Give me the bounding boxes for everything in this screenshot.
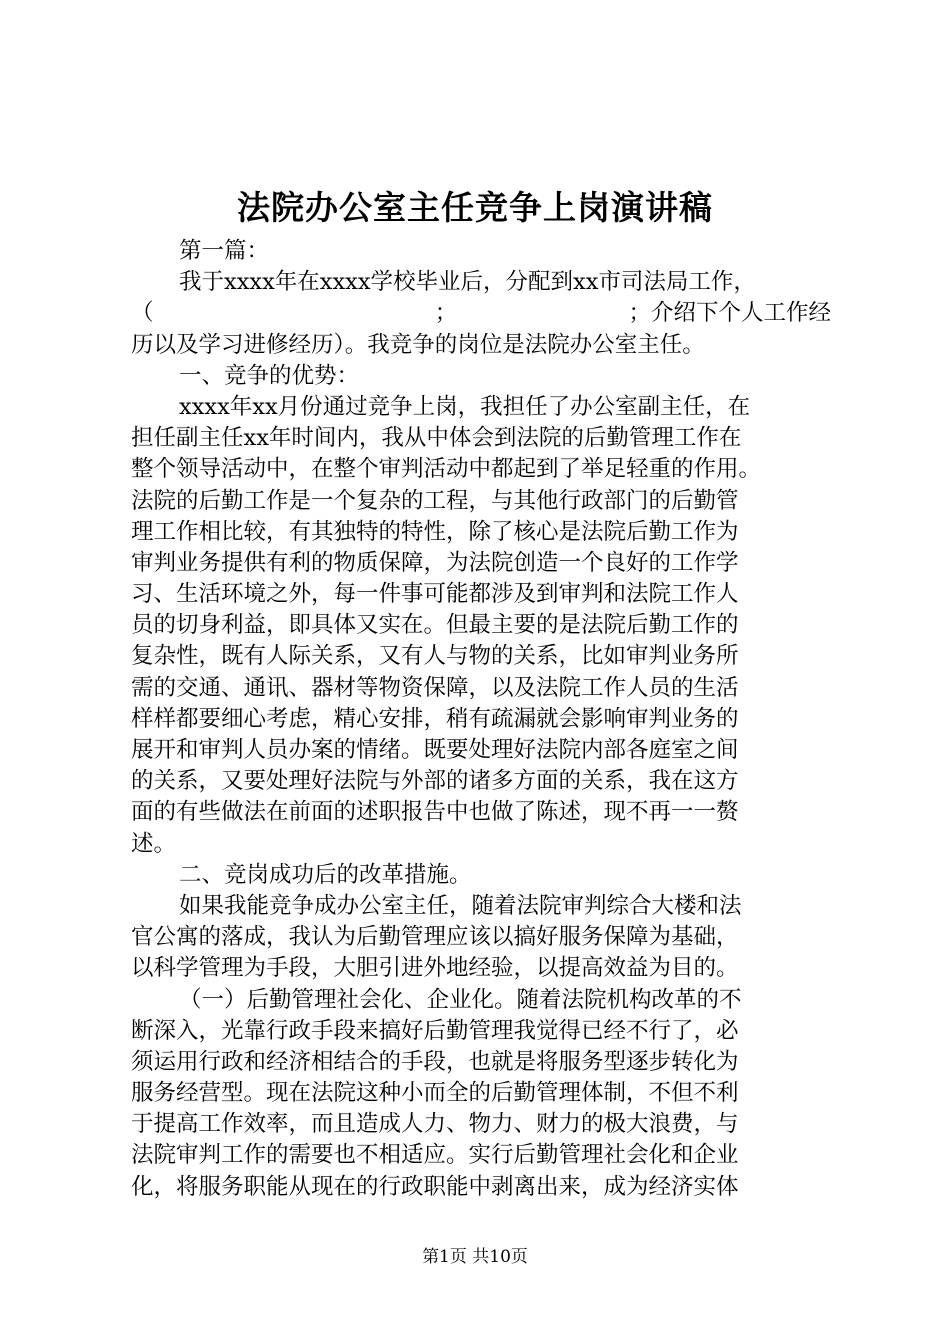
section-heading: 二、竞岗成功后的改革措施。 [179, 861, 472, 888]
paragraph-line: 官公寓的落成，我认为后勤管理应该以搞好服务保障为基础， [131, 924, 739, 951]
paragraph-line: 化，将服务职能从现在的行政职能中剥离出来，成为经济实体 [131, 1173, 739, 1200]
paragraph-line: 于提高工作效率，而且造成人力、物力、财力的极大浪费，与 [131, 1111, 739, 1138]
page-number-footer: 第1页 共10页 [422, 1247, 528, 1267]
paragraph-line: 展开和审判人员办案的情绪。既要处理好法院内部各庭室之间 [131, 737, 739, 763]
paragraph-line: 担任副主任xx年时间内，我从中体会到法院的后勤管理工作在 [131, 425, 742, 452]
paragraph-line-blanks [131, 298, 831, 329]
paragraph-line: xxxx年xx月份通过竞争上岗，我担任了办公室副主任，在 [179, 393, 751, 420]
paragraph-line: 须运用行政和经济相结合的手段，也就是将服务型逐步转化为 [131, 1048, 739, 1075]
paragraph-line: 需的交通、通讯、器材等物资保障，以及法院工作人员的生活 [131, 674, 739, 701]
paragraph-line: 以科学管理为手段，大胆引进外地经验，以提高效益为目的。 [131, 955, 739, 982]
open-paren: （ [131, 300, 154, 327]
subsection-line: （一）后勤管理社会化、企业化。随着法院机构改革的不 [179, 986, 742, 1013]
section-heading: 一、竞争的优势： [179, 362, 360, 389]
paragraph-line: 理工作相比较，有其独特的特性，除了核心是法院后勤工作为 [131, 518, 739, 545]
paragraph-line: 复杂性，既有人际关系，又有人与物的关系，比如审判业务所 [131, 643, 739, 670]
paragraph-line: 习、生活环境之外，每一件事可能都涉及到审判和法院工作人 [131, 581, 739, 608]
paragraph-line: 历以及学习进修经历）。我竞争的岗位是法院办公室主任。 [131, 331, 705, 358]
paragraph-line: 整个领导活动中，在整个审判活动中都起到了举足轻重的作用。 [131, 456, 762, 483]
paragraph-line: 断深入，光靠行政手段来搞好后勤管理我觉得已经不行了，必 [131, 1017, 739, 1044]
paragraph-line: 述。 [131, 830, 177, 857]
paragraph-line: 法院审判工作的需要也不相适应。实行后勤管理社会化和企业 [131, 1142, 739, 1169]
section-heading: 第一篇： [179, 238, 270, 264]
paren-text: ；介绍下个人工作经 [628, 300, 831, 327]
paragraph-line: 服务经营型。现在法院这种小而全的后勤管理体制，不但不利 [131, 1080, 739, 1107]
paragraph-line: 法院的后勤工作是一个复杂的工程，与其他行政部门的后勤管 [131, 487, 739, 514]
document-body [131, 236, 831, 1203]
paragraph-line: 样样都要细心考虑，精心安排，稍有疏漏就会影响审判业务的 [131, 705, 739, 732]
semicolon: ； [434, 300, 458, 327]
paragraph-line: 如果我能竞争成办公室主任，随着法院审判综合大楼和法 [179, 892, 742, 919]
paragraph-line: 员的切身利益，即具体又实在。但最主要的是法院后勤工作的 [131, 612, 739, 639]
paragraph-line: 的关系，又要处理好法院与外部的诸多方面的关系，我在这方 [131, 768, 739, 795]
paragraph-line: 审判业务提供有利的物质保障，为法院创造一个良好的工作学 [131, 549, 739, 576]
document-title: 法院办公室主任竞争上岗演讲稿 [237, 188, 713, 227]
paragraph-line: 面的有些做法在前面的述职报告中也做了陈述，现不再一一赘 [131, 799, 739, 826]
paragraph-line: 我于xxxx年在xxxx学校毕业后，分配到xx市司法局工作， [179, 269, 756, 296]
